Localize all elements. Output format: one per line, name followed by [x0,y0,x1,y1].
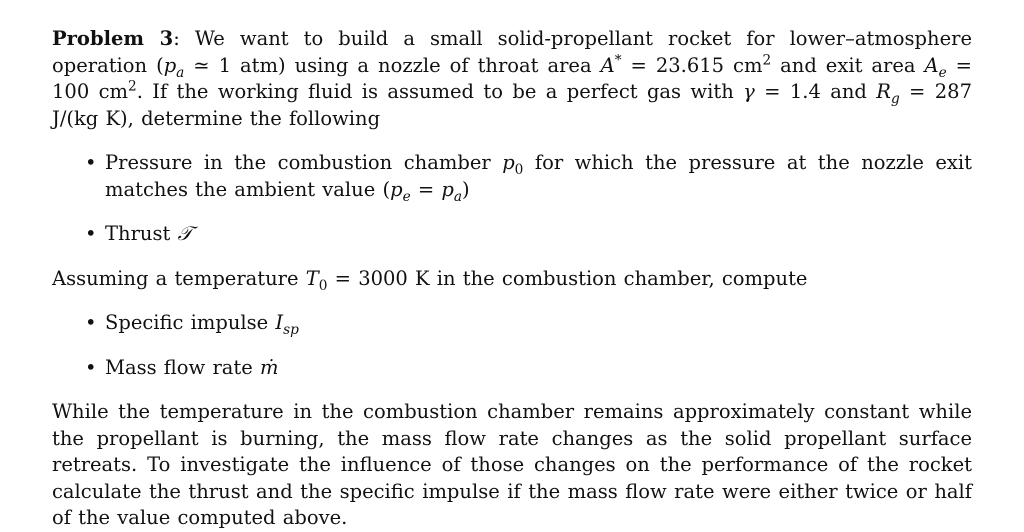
equals-sign: = [410,177,442,201]
pe-subscript: e [402,188,411,205]
pa-symbol: p [441,177,454,201]
item-text-continued: for which the pressure at the nozzle exit matches the ambient value ( [105,151,972,201]
heading-colon: : [173,27,180,50]
exit-area-text: and exit area [771,53,925,77]
approx-text: ≃ 1 atm) using a nozzle of throat area [184,53,601,77]
problem-statement [52,26,972,132]
gamma-value: = 1.4 and [754,80,877,103]
specific-impulse-subscript: sp [283,321,299,338]
assumption-text: Assuming a temperature [52,266,306,290]
p0-subscript: 0 [514,161,524,178]
gas-constant-subscript: g [890,90,900,107]
item-text: Thrust [105,222,178,245]
closing-paragraph: While the temperature in the combustion chamber remains approximately constant while the propellant is burning, the mass flow rate changes as the solid propellant surface retreats. To investigate the influence of those changes on the performance of the rocket calculate the thrust and the specific impulse if the mass flow rate were either twice or half of the value computed above. [52,400,972,529]
bullet-marker: • [85,355,97,379]
close-paren: ) [462,177,470,201]
list-item [52,221,972,248]
list-item [52,310,972,337]
bullet-marker: • [85,311,97,334]
pa-subscript: a [453,188,463,205]
mass-flow-symbol: ṁ [259,355,279,379]
gas-constant-symbol: R [876,80,891,103]
list-item [52,355,972,382]
gas-constant-value: = 287 J/(kg K), determine the following [52,80,972,130]
problem-document [52,26,972,532]
throat-area-star: * [614,52,622,68]
bullet-marker: • [85,151,97,174]
item-text: Pressure in the combustion chamber [105,151,503,174]
p0-symbol: p [502,151,515,174]
thrust-symbol: 𝒯 [177,222,193,245]
determine-list [52,150,972,248]
item-text: Mass flow rate [105,355,260,379]
throat-area-symbol: A [600,53,615,77]
exit-area-subscript: e [938,64,947,81]
pa-symbol: p [163,53,177,77]
exit-area-exponent: 2 [128,78,137,95]
exit-area-symbol: A [924,53,939,77]
pa-subscript: a [176,64,185,81]
t0-subscript: 0 [318,277,328,294]
throat-area-value: = 23.615 cm [621,53,763,77]
assumption-statement [52,266,972,293]
throat-area-exponent: 2 [762,52,772,68]
list-item [52,150,972,203]
gas-text: . If the working fluid is assumed to be a perfect gas with [136,80,744,103]
problem-heading: Problem 3 [52,27,174,50]
bullet-marker: • [85,222,97,245]
t0-symbol: T [305,266,319,290]
compute-list [52,310,972,381]
gamma-symbol: γ [743,80,755,103]
pe-symbol: p [390,177,403,201]
item-text: Specific impulse [105,311,276,334]
exit-area-value: = 100 cm [52,53,973,103]
assumption-text-continued: = 3000 K in the combustion chamber, compute [327,266,808,290]
specific-impulse-symbol: I [275,311,284,334]
intro-text: We want to build a small solid-propellant rocket for lower–atmosphere operation ( [52,27,972,77]
